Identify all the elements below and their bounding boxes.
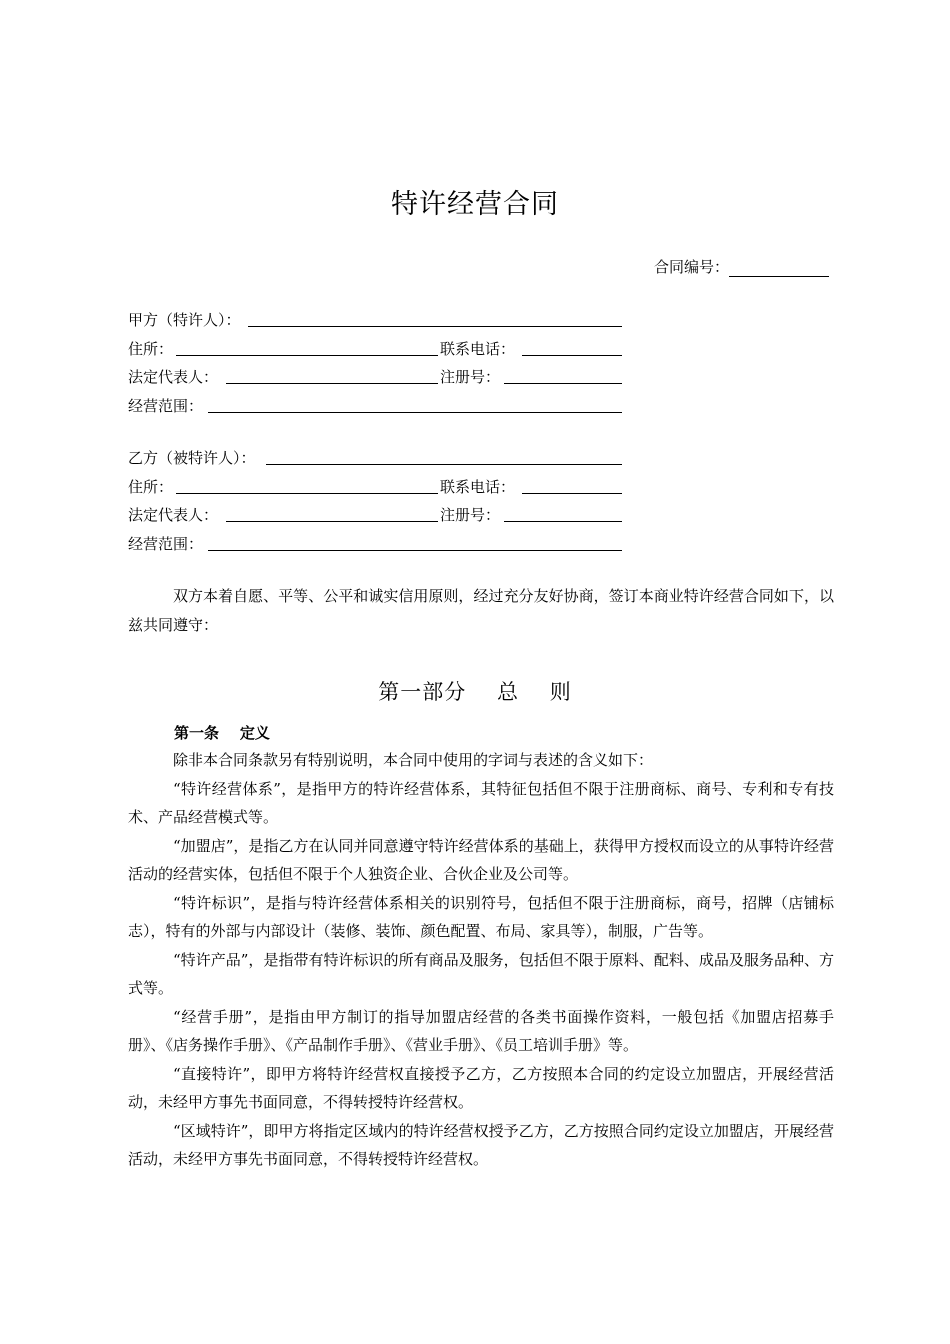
contract-number xyxy=(654,256,829,277)
party-b-phone-label: 联系电话： xyxy=(440,477,516,496)
party-b-registration-blank[interactable] xyxy=(504,521,622,522)
article-1-paragraph: 除非本合同条款另有特别说明，本合同中使用的字词与表述的含义如下： xyxy=(173,751,654,769)
party-a-scope-label: 经营范围： xyxy=(128,396,204,415)
party-b-name-row xyxy=(128,444,622,473)
article-1-paragraph: “特许经营体系”，是指甲方的特许经营体系，其特征包括但不限于注册商标、商号、专利和专有技术、产品经营模式等。 xyxy=(128,779,834,826)
part-one-title: 第一部分 总 则 xyxy=(378,680,572,704)
article-1-paragraph: “经营手册”，是指由甲方制订的指导加盟店经营的各类书面操作资料，一般包括《加盟店招募手册》、《店务操作手册》、《产品制作手册》、《营业手册》、《员工培训手册》等。 xyxy=(128,1007,834,1054)
party-a-phone-blank[interactable] xyxy=(522,355,622,356)
party-a-legal-rep-row xyxy=(128,363,622,392)
article-1-body xyxy=(128,746,834,1174)
party-a-address-row xyxy=(128,335,622,364)
intro-paragraph: 双方本着自愿、平等、公平和诚实信用原则，经过充分友好协商，签订本商业特许经营合同如下，以兹共同遵守： xyxy=(128,587,834,634)
party-a-phone-label: 联系电话： xyxy=(440,339,516,358)
contract-number-blank[interactable] xyxy=(729,262,829,277)
party-a-address-label: 住所： xyxy=(128,339,174,358)
party-b-scope-blank[interactable] xyxy=(208,550,622,551)
party-a-scope-blank[interactable] xyxy=(208,412,622,413)
party-b-name-label: 乙方（被特许人）： xyxy=(128,449,256,467)
party-a-registration-blank[interactable] xyxy=(504,383,622,384)
article-1-paragraph: “加盟店”，是指乙方在认同并同意遵守特许经营体系的基础上，获得甲方授权而设立的从事特许经营活动的经营实体，包括但不限于个人独资企业、合伙企业及公司等。 xyxy=(128,836,834,883)
article-1-paragraph: “直接特许”，即甲方将特许经营权直接授予乙方，乙方按照本合同的约定设立加盟店，开展经营活动，未经甲方事先书面同意，不得转授特许经营权。 xyxy=(128,1064,834,1111)
party-a-block xyxy=(128,306,622,420)
party-b-phone-blank[interactable] xyxy=(522,493,622,494)
party-b-address-blank[interactable] xyxy=(176,493,438,494)
party-b-block xyxy=(128,444,622,558)
party-a-name-row xyxy=(128,306,622,335)
party-b-name-blank[interactable] xyxy=(266,464,622,465)
party-b-legal-rep-blank[interactable] xyxy=(226,521,438,522)
party-b-address-row xyxy=(128,473,622,502)
article-1-paragraph: “特许标识”，是指与特许经营体系相关的识别符号，包括但不限于注册商标，商号，招牌（店铺标志），特有的外部与内部设计（装修、装饰、颜色配置、布局、家具等），制服，广告等。 xyxy=(128,893,834,940)
party-a-scope-row xyxy=(128,392,622,421)
party-b-registration-label: 注册号： xyxy=(440,506,501,524)
party-b-legal-rep-label: 法定代表人： xyxy=(128,506,219,524)
article-1-paragraph: “区域特许”，即甲方将指定区域内的特许经营权授予乙方，乙方按照合同约定设立加盟店，开展经营活动，未经甲方事先书面同意，不得转授特许经营权。 xyxy=(128,1121,834,1168)
party-b-address-label: 住所： xyxy=(128,477,174,496)
party-a-name-label: 甲方（特许人）： xyxy=(128,311,241,329)
party-a-address-blank[interactable] xyxy=(176,355,438,356)
contract-number-label: 合同编号： xyxy=(654,258,730,276)
article-1-paragraph: “特许产品”，是指带有特许标识的所有商品及服务，包括但不限于原料、配料、成品及服务品种、方式等。 xyxy=(128,950,834,997)
party-a-name-blank[interactable] xyxy=(248,326,622,327)
article-1-heading: 第一条 定义 xyxy=(174,724,270,742)
document-title: 特许经营合同 xyxy=(391,189,559,220)
party-a-registration-label: 注册号： xyxy=(440,368,501,386)
party-a-legal-rep-label: 法定代表人： xyxy=(128,368,219,386)
party-b-legal-rep-row xyxy=(128,501,622,530)
party-a-legal-rep-blank[interactable] xyxy=(226,383,438,384)
party-b-scope-row xyxy=(128,530,622,559)
party-b-scope-label: 经营范围： xyxy=(128,534,204,553)
